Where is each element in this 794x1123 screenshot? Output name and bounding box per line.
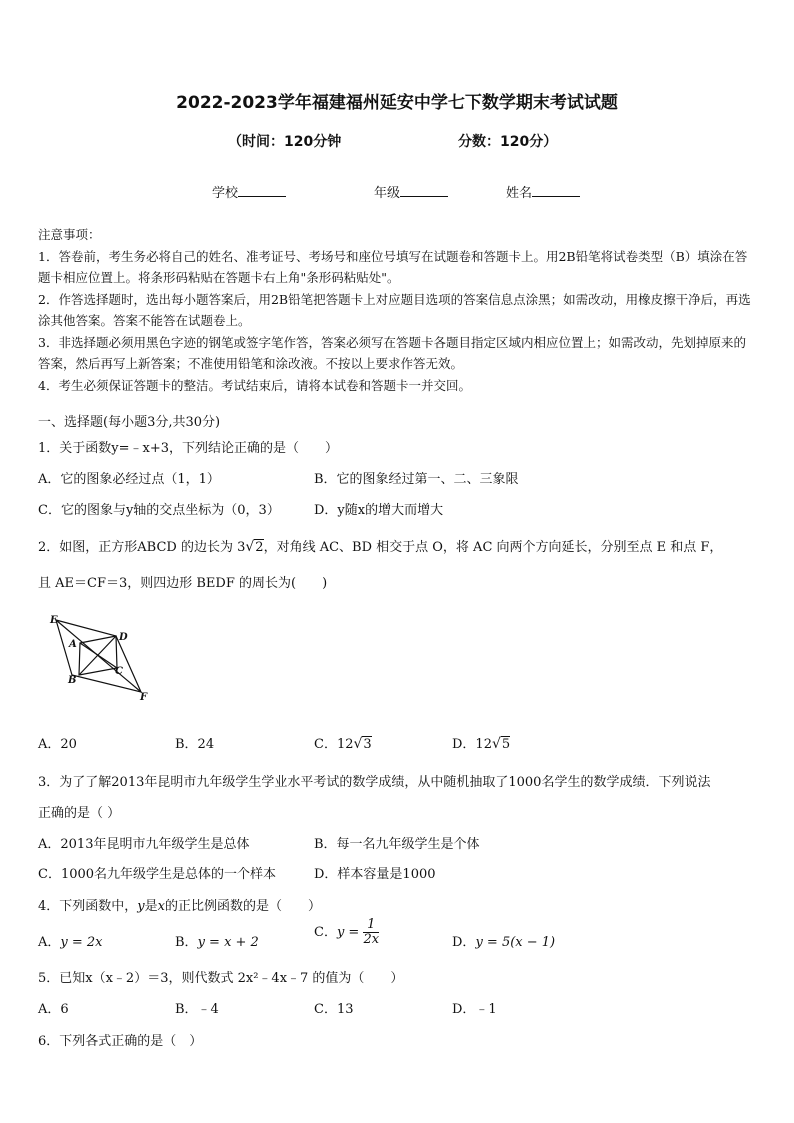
q1-option-d: D．y随x的增大而增大	[314, 503, 444, 518]
exam-score: 分数：120分）	[458, 134, 558, 150]
label-a: A	[69, 639, 77, 650]
q1-option-b: B．它的图象经过第一、二、三象限	[314, 472, 519, 487]
q4-option-d: D．y = 5(x − 1)	[452, 935, 556, 950]
grade-field	[374, 182, 448, 201]
note-item-4: 4．考生必须保证答题卡的整洁。考试结束后，请将本试卷和答题卡一并交回。	[38, 377, 471, 393]
school-field	[212, 182, 286, 201]
label-b: B	[68, 675, 77, 686]
school-label: 学校	[212, 186, 239, 201]
q3-option-d: D．样本容量是1000	[314, 867, 436, 882]
grade-label: 年级	[374, 186, 401, 201]
label-e: E	[50, 615, 58, 626]
q5-stem: 5．已知x（x﹣2）＝3，则代数式 2x²﹣4x﹣7 的值为（ ）	[38, 971, 404, 986]
q5-option-d: D．﹣1	[452, 1002, 497, 1017]
q2-stem-a: 2．如图，正方形ABCD 的边长为 3	[38, 540, 246, 555]
label-d: D	[119, 632, 128, 643]
label-f: F	[140, 692, 148, 703]
q5-option-c: C．13	[314, 1002, 354, 1017]
q5-option-b: B．﹣4	[175, 1002, 219, 1017]
q3-stem-line1: 3．为了了解2013年昆明市九年级学生学业水平考试的数学成绩，从中随机抽取了1000名学生的数学成绩．下列说法	[38, 775, 711, 790]
q2-option-d: D．12√5	[452, 736, 511, 752]
name-label: 姓名	[506, 186, 533, 201]
q4-option-a: A．y = 2x	[38, 935, 103, 950]
q3-option-a: A．2013年昆明市九年级学生是总体	[38, 837, 250, 852]
q3-option-b: B．每一名九年级学生是个体	[314, 837, 480, 852]
q2-stem-line2: 且 AE＝CF＝3，则四边形 BEDF 的周长为( )	[38, 576, 328, 591]
note-item-1: 1．答卷前，考生务必将自己的姓名、准考证号、考场号和座位号填写在试题卷和答题卡上。用2B铅笔将试卷类型（B）填涂在答题卡相应位置上。将条形码粘贴在答题卡右上角"条形码粘贴处"。	[38, 248, 748, 285]
school-blank[interactable]	[238, 184, 286, 197]
q1-option-a: A．它的图象必经过点（1，1）	[38, 472, 220, 487]
exam-time: （时间：120分钟	[228, 134, 342, 150]
q4-fraction: $\frac{1}{2x}$	[363, 917, 380, 947]
q2-option-c: C．12√3	[314, 736, 372, 752]
q1-option-c: C．它的图象与y轴的交点坐标为（0，3）	[38, 503, 280, 518]
section-heading: 一、选择题(每小题3分,共30分)	[38, 415, 221, 430]
exam-title: 2022-2023学年福建福州延安中学七下数学期末考试试题	[176, 93, 618, 113]
name-field	[506, 182, 580, 201]
q3-stem-line2: 正确的是（ ）	[38, 806, 121, 821]
notes-block	[38, 224, 758, 396]
q6-stem: 6．下列各式正确的是（ ）	[38, 1034, 203, 1049]
label-c: C	[115, 666, 123, 677]
q2-stem-b: ，对角线 AC、BD 相交于点 O，将 AC 向两个方向延长，分别至点 E 和点 F，	[263, 540, 723, 555]
q4-stem: 4．下列函数中，y是x的正比例函数的是（ ）	[38, 899, 322, 914]
q2-figure	[46, 612, 156, 704]
q4-option-b: B．y = x + 2	[175, 935, 259, 950]
name-blank[interactable]	[532, 184, 580, 197]
notes-heading: 注意事项：	[38, 227, 101, 242]
q2-option-a: A．20	[38, 737, 77, 752]
q1-stem: 1．关于函数y=﹣x+3，下列结论正确的是（ ）	[38, 441, 339, 456]
note-item-2: 2．作答选择题时，选出每小题答案后，用2B铅笔把答题卡上对应题目选项的答案信息点涂黑；如需改动，用橡皮擦干净后，再选涂其他答案。答案不能答在试题卷上。	[38, 291, 751, 328]
grade-blank[interactable]	[400, 184, 448, 197]
note-item-3: 3．非选择题必须用黑色字迹的钢笔或签字笔作答，答案必须写在答题卡各题目指定区域内相应位置上；如需改动，先划掉原来的答案，然后再写上新答案；不准使用铅笔和涂改液。不按以上要求作答无效。	[38, 334, 746, 371]
q2-stem-radicand: 2	[255, 540, 264, 555]
q3-option-c: C．1000名九年级学生是总体的一个样本	[38, 867, 277, 882]
q4-option-c: C．y = $\frac{1}{2x}$	[314, 917, 380, 947]
q2-stem-line1: 2．如图，正方形ABCD 的边长为 3√2，对角线 AC、BD 相交于点 O，将 AC 向两个方向延长，分别至点 E 和点 F，	[38, 539, 723, 555]
q5-option-a: A．6	[38, 1002, 69, 1017]
q2-option-b: B．24	[175, 737, 215, 752]
